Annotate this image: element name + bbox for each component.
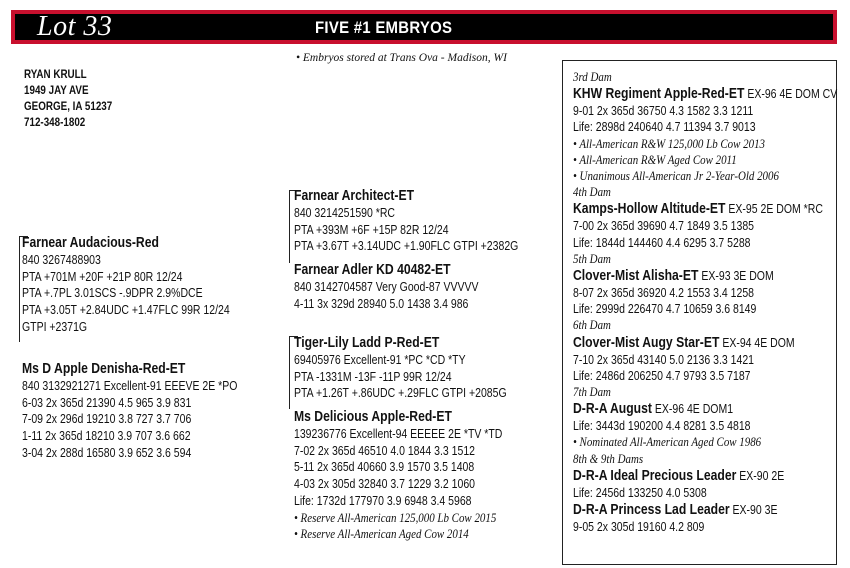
sire-dam-record: 4-11 3x 329d 28940 5.0 1438 3.4 986 xyxy=(294,296,469,311)
ancestor-name xyxy=(573,501,837,519)
ancestor-name-text: D-R-A Ideal Precious Leader xyxy=(573,467,737,484)
dam-dam-block xyxy=(294,408,502,543)
sire-block xyxy=(22,234,230,336)
maternal-line-box xyxy=(562,60,837,565)
ancestor-name-text: D-R-A Princess Lad Leader xyxy=(573,502,730,519)
ancestor-record: 9-05 2x 305d 19160 4.2 809 xyxy=(573,520,705,535)
dam-line: 840 3132921271 Excellent-91 EEEVE 2E *PO xyxy=(22,379,238,393)
ancestor-record: 7-00 2x 365d 39690 4.7 1849 3.5 1385 xyxy=(573,219,754,234)
ancestor-record: 7-10 2x 365d 43140 5.0 2136 3.3 1421 xyxy=(573,352,754,367)
ancestor-name xyxy=(573,85,837,103)
generation-label: 3rd Dam xyxy=(573,69,612,84)
honor-note: • Reserve All-American 125,000 Lb Cow 2015 xyxy=(294,509,497,525)
ancestor-name-text: Clover-Mist Alisha-ET xyxy=(573,268,699,285)
ancestor-record: Life: 2898d 240640 4.7 11394 3.7 9013 xyxy=(573,120,756,135)
generation-label: 8th & 9th Dams xyxy=(573,450,644,466)
ancestor-classification: EX-93 3E DOM xyxy=(698,269,774,284)
dam-sire-name: Tiger-Lily Ladd P-Red-ET xyxy=(294,335,440,351)
sire-sire-block xyxy=(294,187,518,255)
lot-header xyxy=(11,10,837,44)
ancestor-name-text: Clover-Mist Augy Star-ET xyxy=(573,334,720,351)
dam-record: 6-03 2x 365d 21390 4.5 965 3.9 831 xyxy=(22,395,192,410)
dam-name: Ms D Apple Denisha-Red-ET xyxy=(22,361,186,377)
owner-address: 1949 JAY AVE xyxy=(24,83,89,97)
ancestor-name-text: Kamps-Hollow Altitude-ET xyxy=(573,201,726,218)
ancestor-name xyxy=(573,400,837,418)
ancestor-record: Life: 2456d 133250 4.0 5308 xyxy=(573,485,707,500)
dam-dam-record: 4-03 2x 305d 32840 3.7 1229 3.2 1060 xyxy=(294,477,475,492)
dam-dam-name: Ms Delicious Apple-Red-ET xyxy=(294,409,452,425)
lot-title: FIVE #1 EMBRYOS xyxy=(315,18,453,37)
sire-dam-line: 840 3142704587 Very Good-87 VVVVV xyxy=(294,280,479,294)
owner-info xyxy=(24,66,112,130)
ancestor-name-text: D-R-A August xyxy=(573,401,652,418)
generation-label: 5th Dam xyxy=(573,250,611,266)
sire-line: PTA +701M +20F +21P 80R 12/24 xyxy=(22,269,183,284)
honor-note: • Unanimous All-American Jr 2-Year-Old 2006 xyxy=(573,168,779,184)
ancestor-name xyxy=(573,334,837,352)
sire-line: PTA +3.05T +2.84UDC +1.47FLC 99R 12/24 xyxy=(22,303,230,318)
owner-name: RYAN KRULL xyxy=(24,67,87,81)
maternal-line-content xyxy=(573,69,837,535)
dam-block xyxy=(22,360,237,462)
ancestor-classification: EX-94 4E DOM xyxy=(719,335,795,350)
honor-note: • All-American R&W 125,000 Lb Cow 2013 xyxy=(573,135,765,151)
dam-record: 1-11 2x 365d 18210 3.9 707 3.6 662 xyxy=(22,429,191,444)
dam-sire-line: PTA -1331M -13F -11P 99R 12/24 xyxy=(294,369,452,384)
ancestor-name-text: KHW Regiment Apple-Red-ET xyxy=(573,86,745,103)
dam-sire-line: PTA +1.26T +.86UDC +.29FLC GTPI +2085G xyxy=(294,386,507,401)
ancestor-record: 8-07 2x 365d 36920 4.2 1553 3.4 1258 xyxy=(573,286,754,301)
honor-note: • All-American R&W Aged Cow 2011 xyxy=(573,151,737,167)
ancestor-record: 9-01 2x 365d 36750 4.3 1582 3.3 1211 xyxy=(573,104,754,119)
ancestor-record: Life: 3443d 190200 4.4 8281 3.5 4818 xyxy=(573,419,751,434)
owner-city: GEORGE, IA 51237 xyxy=(24,99,113,113)
generation-label: 6th Dam xyxy=(573,317,611,333)
sire-sire-name: Farnear Architect-ET xyxy=(294,188,415,204)
dam-dam-record: 7-02 2x 365d 46510 4.0 1844 3.3 1512 xyxy=(294,443,475,458)
owner-phone: 712-348-1802 xyxy=(24,115,86,129)
sire-line: PTA +.7PL 3.01SCS -.9DPR 2.9%DCE xyxy=(22,286,203,301)
sire-sire-line: PTA +393M +6F +15P 82R 12/24 xyxy=(294,222,449,237)
dam-sire-line: 69405976 Excellent-91 *PC *CD *TY xyxy=(294,353,466,367)
sire-name: Farnear Audacious-Red xyxy=(22,235,159,251)
ancestor-classification: EX-96 4E DOM CV xyxy=(744,87,838,102)
ancestor-record: Life: 2999d 226470 4.7 10659 3.6 8149 xyxy=(573,302,757,317)
sire-dam-block xyxy=(294,261,478,312)
dam-dam-record: Life: 1732d 177970 3.9 6948 3.4 5968 xyxy=(294,493,472,508)
ancestor-classification: EX-90 2E xyxy=(736,468,785,483)
sire-sire-line: PTA +3.67T +3.14UDC +1.90FLC GTPI +2382G xyxy=(294,239,519,254)
sire-sire-line: 840 3214251590 *RC xyxy=(294,206,396,220)
sire-line: GTPI +2371G xyxy=(22,319,88,334)
dam-record: 3-04 2x 288d 16580 3.9 652 3.6 594 xyxy=(22,445,192,460)
sire-dam-name: Farnear Adler KD 40482-ET xyxy=(294,262,451,278)
dam-record: 7-09 2x 296d 19210 3.8 727 3.7 706 xyxy=(22,412,192,427)
generation-label: 7th Dam xyxy=(573,384,611,400)
ancestor-record: Life: 2486d 206250 4.7 9793 3.5 7187 xyxy=(573,368,751,383)
ancestor-name xyxy=(573,200,837,218)
ancestor-classification: EX-96 4E DOM1 xyxy=(651,402,734,417)
storage-note: • Embryos stored at Trans Ova - Madison, WI xyxy=(296,52,507,64)
ancestor-name xyxy=(573,467,837,485)
ancestor-record: Life: 1844d 144460 4.4 6295 3.7 5288 xyxy=(573,235,751,250)
lot-number: Lot 33 xyxy=(37,11,113,42)
ancestor-name xyxy=(573,267,837,285)
generation-label: 4th Dam xyxy=(573,184,611,200)
dam-dam-record: 5-11 2x 365d 40660 3.9 1570 3.5 1408 xyxy=(294,460,475,475)
ancestor-classification: EX-95 2E DOM *RC xyxy=(725,202,823,217)
honor-note: • Nominated All-American Aged Cow 1986 xyxy=(573,434,762,450)
sire-line: 840 3267488903 xyxy=(22,253,101,267)
ancestor-classification: EX-90 3E xyxy=(729,503,778,518)
dam-dam-line: 139236776 Excellent-94 EEEEE 2E *TV *TD xyxy=(294,427,503,441)
honor-note: • Reserve All-American Aged Cow 2014 xyxy=(294,526,469,542)
dam-sire-block xyxy=(294,334,507,402)
